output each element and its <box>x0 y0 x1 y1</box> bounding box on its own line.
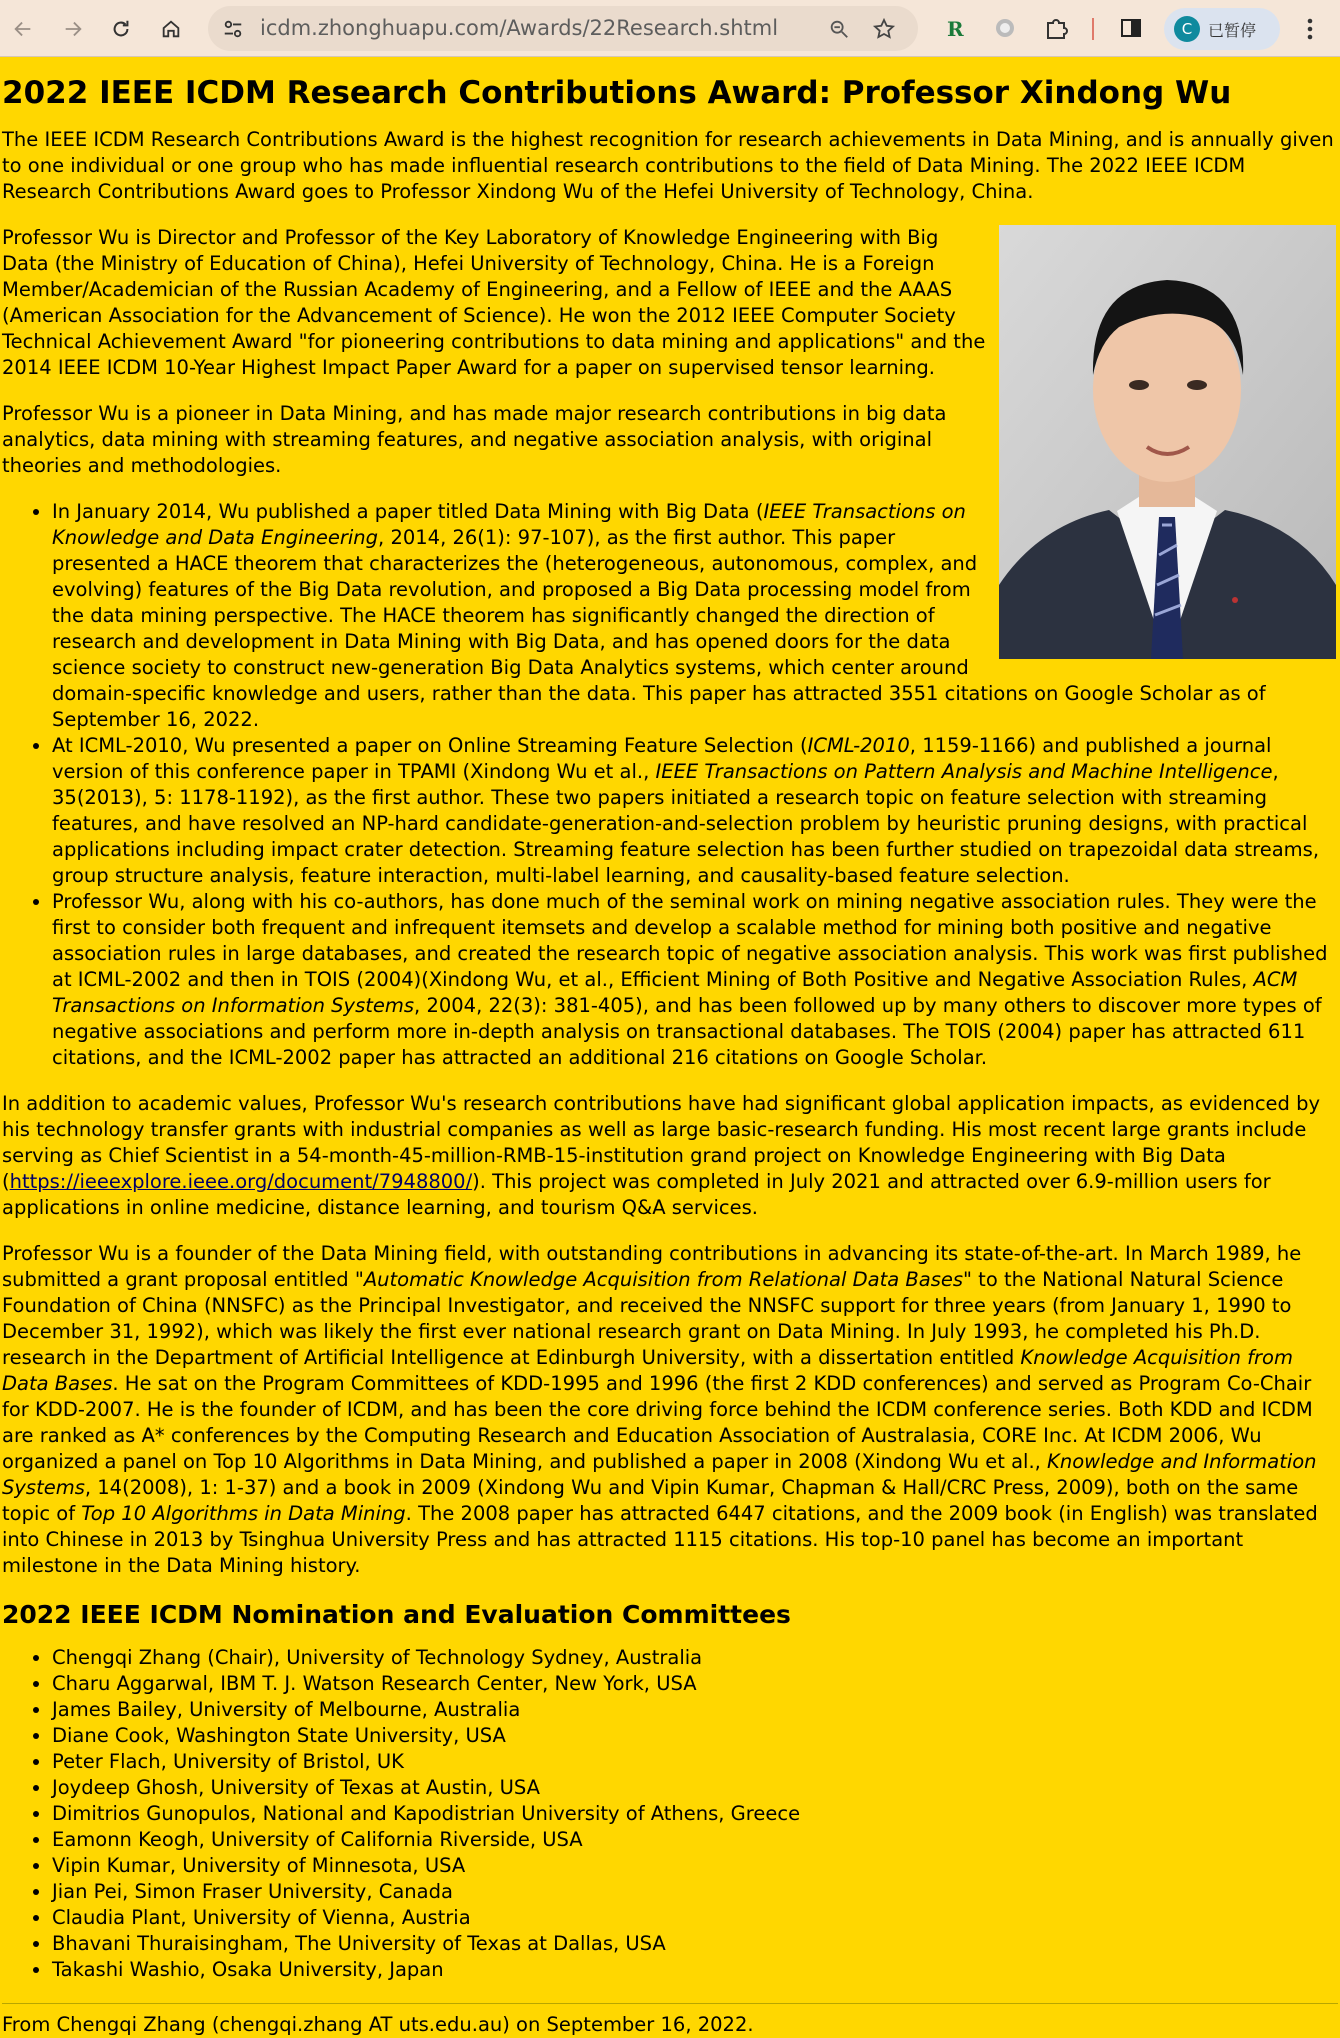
intro-paragraph: The IEEE ICDM Research Contributions Award is the highest recognition for research achievements in Data Mining, and is annually given to one individual or one group who has made influential research contributions to the field of Data Mining. The 2022 IEEE ICDM Research Contributions Award goes to Professor Xindong Wu of the Hefei University of Technology, China. <box>2 128 1334 203</box>
list-item: • Takashi Washio, Osaka University, Japan <box>52 1957 1338 1983</box>
list-item: • Chengqi Zhang (Chair), University of Technology Sydney, Australia <box>52 1645 1338 1671</box>
list-item: • James Bailey, University of Melbourne, Australia <box>52 1697 1338 1723</box>
arrow-right-icon <box>62 18 84 40</box>
bookmark-star-icon[interactable] <box>872 17 896 41</box>
list-item: • Diane Cook, Washington State University, USA <box>52 1723 1338 1749</box>
footer-note: From Chengqi Zhang (chengqi.zhang AT uts.edu.au) on September 16, 2022. <box>2 2013 754 2036</box>
list-item: • Jian Pei, Simon Fraser University, Canada <box>52 1879 1338 1905</box>
extension-circle-icon[interactable] <box>992 15 1018 41</box>
list-item: • Joydeep Ghosh, University of Texas at Austin, USA <box>52 1775 1338 1801</box>
home-icon <box>160 18 182 40</box>
profile-status-label: 已暂停 <box>1208 21 1257 40</box>
list-item: • Peter Flach, University of Bristol, UK <box>52 1749 1338 1775</box>
back-button[interactable] <box>6 12 40 46</box>
browser-toolbar <box>0 0 1340 57</box>
reload-icon <box>110 18 132 40</box>
address-bar[interactable] <box>208 6 918 51</box>
toolbar-divider <box>1092 18 1094 40</box>
avatar: C <box>1174 16 1200 42</box>
home-button[interactable] <box>154 12 188 46</box>
arrow-left-icon <box>12 18 34 40</box>
svg-text:R: R <box>947 17 964 41</box>
committee-heading: 2022 IEEE ICDM Nomination and Evaluation Committees <box>2 1600 791 1629</box>
extension-r-icon[interactable] <box>942 15 968 41</box>
site-info-icon[interactable] <box>222 18 244 40</box>
reload-button[interactable] <box>104 12 138 46</box>
menu-kebab-icon[interactable] <box>1298 14 1322 44</box>
list-item: • Bhavani Thuraisingham, The University of Texas at Dallas, USA <box>52 1931 1338 1957</box>
committee-list <box>2 1645 1338 1983</box>
side-panel-icon[interactable] <box>1118 15 1144 41</box>
forward-button[interactable] <box>56 12 90 46</box>
list-item: • Professor Wu, along with his co-authors, has done much of the seminal work on mining negative association rules. They were the first to consider both frequent and infrequent itemsets and develop a scalable method for mining both positive and negative association rules in large databases, and created the research topic of negative association analysis. This work was first published at ICML-2002 and then in TOIS (2004)(Xindong Wu, et al., Efficient Mining of Both Positive and Negative Association Rules, ACM Transactions on Information Systems, 2004, 22(3): 381-405), and has been followed up by many others to discover more types of negative associations and perform more in-depth analysis on transactional databases. The TOIS (2004) paper has attracted 611 citations, and the ICML-2002 paper has attracted an additional 216 citations on Google Scholar. <box>52 889 1338 1071</box>
profile-chip[interactable] <box>1164 8 1280 50</box>
bio-paragraph: Professor Wu is Director and Professor of the Key Laboratory of Knowledge Engineering with Big Data (the Ministry of Education of China), Hefei University of Technology, China. He is a Foreign Member/Academician of the Russian Academy of Engineering, and a Fellow of IEEE and the AAAS (American Association for the Advancement of Science). He won the 2012 IEEE Computer Society Technical Achievement Award "for pioneering contributions to data mining and applications" and the 2014 IEEE ICDM 10-Year Highest Impact Paper Award for a paper on supervised tensor learning. <box>2 226 986 379</box>
page-title: 2022 IEEE ICDM Research Contributions Award: Professor Xindong Wu <box>2 75 1232 111</box>
ieee-document-link[interactable]: https://ieeexplore.ieee.org/document/7948800/ <box>9 1170 473 1193</box>
page-content <box>2 57 1338 2038</box>
impact-paragraph: In addition to academic values, Professor Wu's research contributions have had significant global application impacts, as evidenced by his technology transfer grants with industrial companies as well as large basic-research funding. His most recent large grants include serving as Chief Scientist in a 54-month-45-million-RMB-15-institution grand project on Knowledge Engineering with Big Data (https://ieeexplore.ieee.org/document/7948800/). This project was completed in July 2021 and attracted over 6.9-million users for applications in online medicine, distance learning, and tourism Q&A services. <box>2 1092 1321 1219</box>
list-item: • Claudia Plant, University of Vienna, Austria <box>52 1905 1338 1931</box>
extensions-puzzle-icon[interactable] <box>1043 15 1069 41</box>
list-item: • Eamonn Keogh, University of California Riverside, USA <box>52 1827 1338 1853</box>
list-item: • Dimitrios Gunopulos, National and Kapodistrian University of Athens, Greece <box>52 1801 1338 1827</box>
list-item: • At ICML-2010, Wu presented a paper on Online Streaming Feature Selection (ICML-2010, 1159-1166) and published a journal version of this conference paper in TPAMI (Xindong Wu et al., IEEE Transactions on Pattern Analysis and Machine Intelligence, 35(2013), 5: 1178-1192), as the first author. These two papers initiated a research topic on feature selection with streaming features, and have resolved an NP-hard candidate-generation-and-selection problem by heuristic pruning designs, with practical applications including impact crater detection. Streaming feature selection has been further studied on trapezoidal data streams, group structure analysis, feature interaction, multi-label learning, and causality-based feature selection. <box>52 733 1338 889</box>
list-item: • Charu Aggarwal, IBM T. J. Watson Research Center, New York, USA <box>52 1671 1338 1697</box>
url-text[interactable]: icdm.zhonghuapu.com/Awards/22Research.shtml <box>260 16 779 40</box>
portrait-photo <box>999 225 1336 659</box>
pioneer-paragraph: Professor Wu is a pioneer in Data Mining, and has made major research contributions in big data analytics, data mining with streaming features, and negative association analysis, with original theories and methodologies. <box>2 402 947 477</box>
founder-paragraph: Professor Wu is a founder of the Data Mining field, with outstanding contributions in advancing its state-of-the-art. In March 1989, he submitted a grant proposal entitled "Automatic Knowledge Acquisition from Relational Data Bases" to the National Natural Science Foundation of China (NNSFC) as the Principal Investigator, and received the NNSFC support for three years (from January 1, 1990 to December 31, 1992), which was likely the first ever national research grant on Data Mining. In July 1993, he completed his Ph.D. research in the Department of Artificial Intelligence at Edinburgh University, with a dissertation entitled Knowledge Acquisition from Data Bases. He sat on the Program Committees of KDD-1995 and 1996 (the first 2 KDD conferences) and served as Program Co-Chair for KDD-2007. He is the founder of ICDM, and has been the core driving force behind the ICDM conference series. Both KDD and ICDM are ranked as A* conferences by the Computing Research and Education Association of Australasia, CORE Inc. At ICDM 2006, Wu organized a panel on Top 10 Algorithms in Data Mining, and published a paper in 2008 (Xindong Wu et al., Knowledge and Information Systems, 14(2008), 1: 1-37) and a book in 2009 (Xindong Wu and Vipin Kumar, Chapman & Hall/CRC Press, 2009), both on the same topic of Top 10 Algorithms in Data Mining. The 2008 paper has attracted 6447 citations, and the 2009 book (in English) was translated into Chinese in 2013 by Tsinghua University Press and has attracted 1115 citations. His top-10 panel has become an important milestone in the Data Mining history. <box>2 1242 1318 1577</box>
list-item: • In January 2014, Wu published a paper titled Data Mining with Big Data (IEEE Transactions on Knowledge and Data Engineering, 2014, 26(1): 97-107), as the first author. This paper presented a HACE theorem that characterizes the (heterogeneous, autonomous, complex, and evolving) features of the Big Data revolution, and proposed a Big Data processing model from the data mining perspective. The HACE theorem has significantly changed the direction of research and development in Data Mining with Big Data, and has opened doors for the data science society to construct new-generation Big Data Analytics systems, which center around domain-specific knowledge and users, rather than the data. This paper has attracted 3551 citations on Google Scholar as of September 16, 2022. <box>52 499 1338 733</box>
list-item: • Vipin Kumar, University of Minnesota, USA <box>52 1853 1338 1879</box>
footer-divider <box>2 2003 1338 2004</box>
zoom-icon[interactable] <box>828 18 850 40</box>
